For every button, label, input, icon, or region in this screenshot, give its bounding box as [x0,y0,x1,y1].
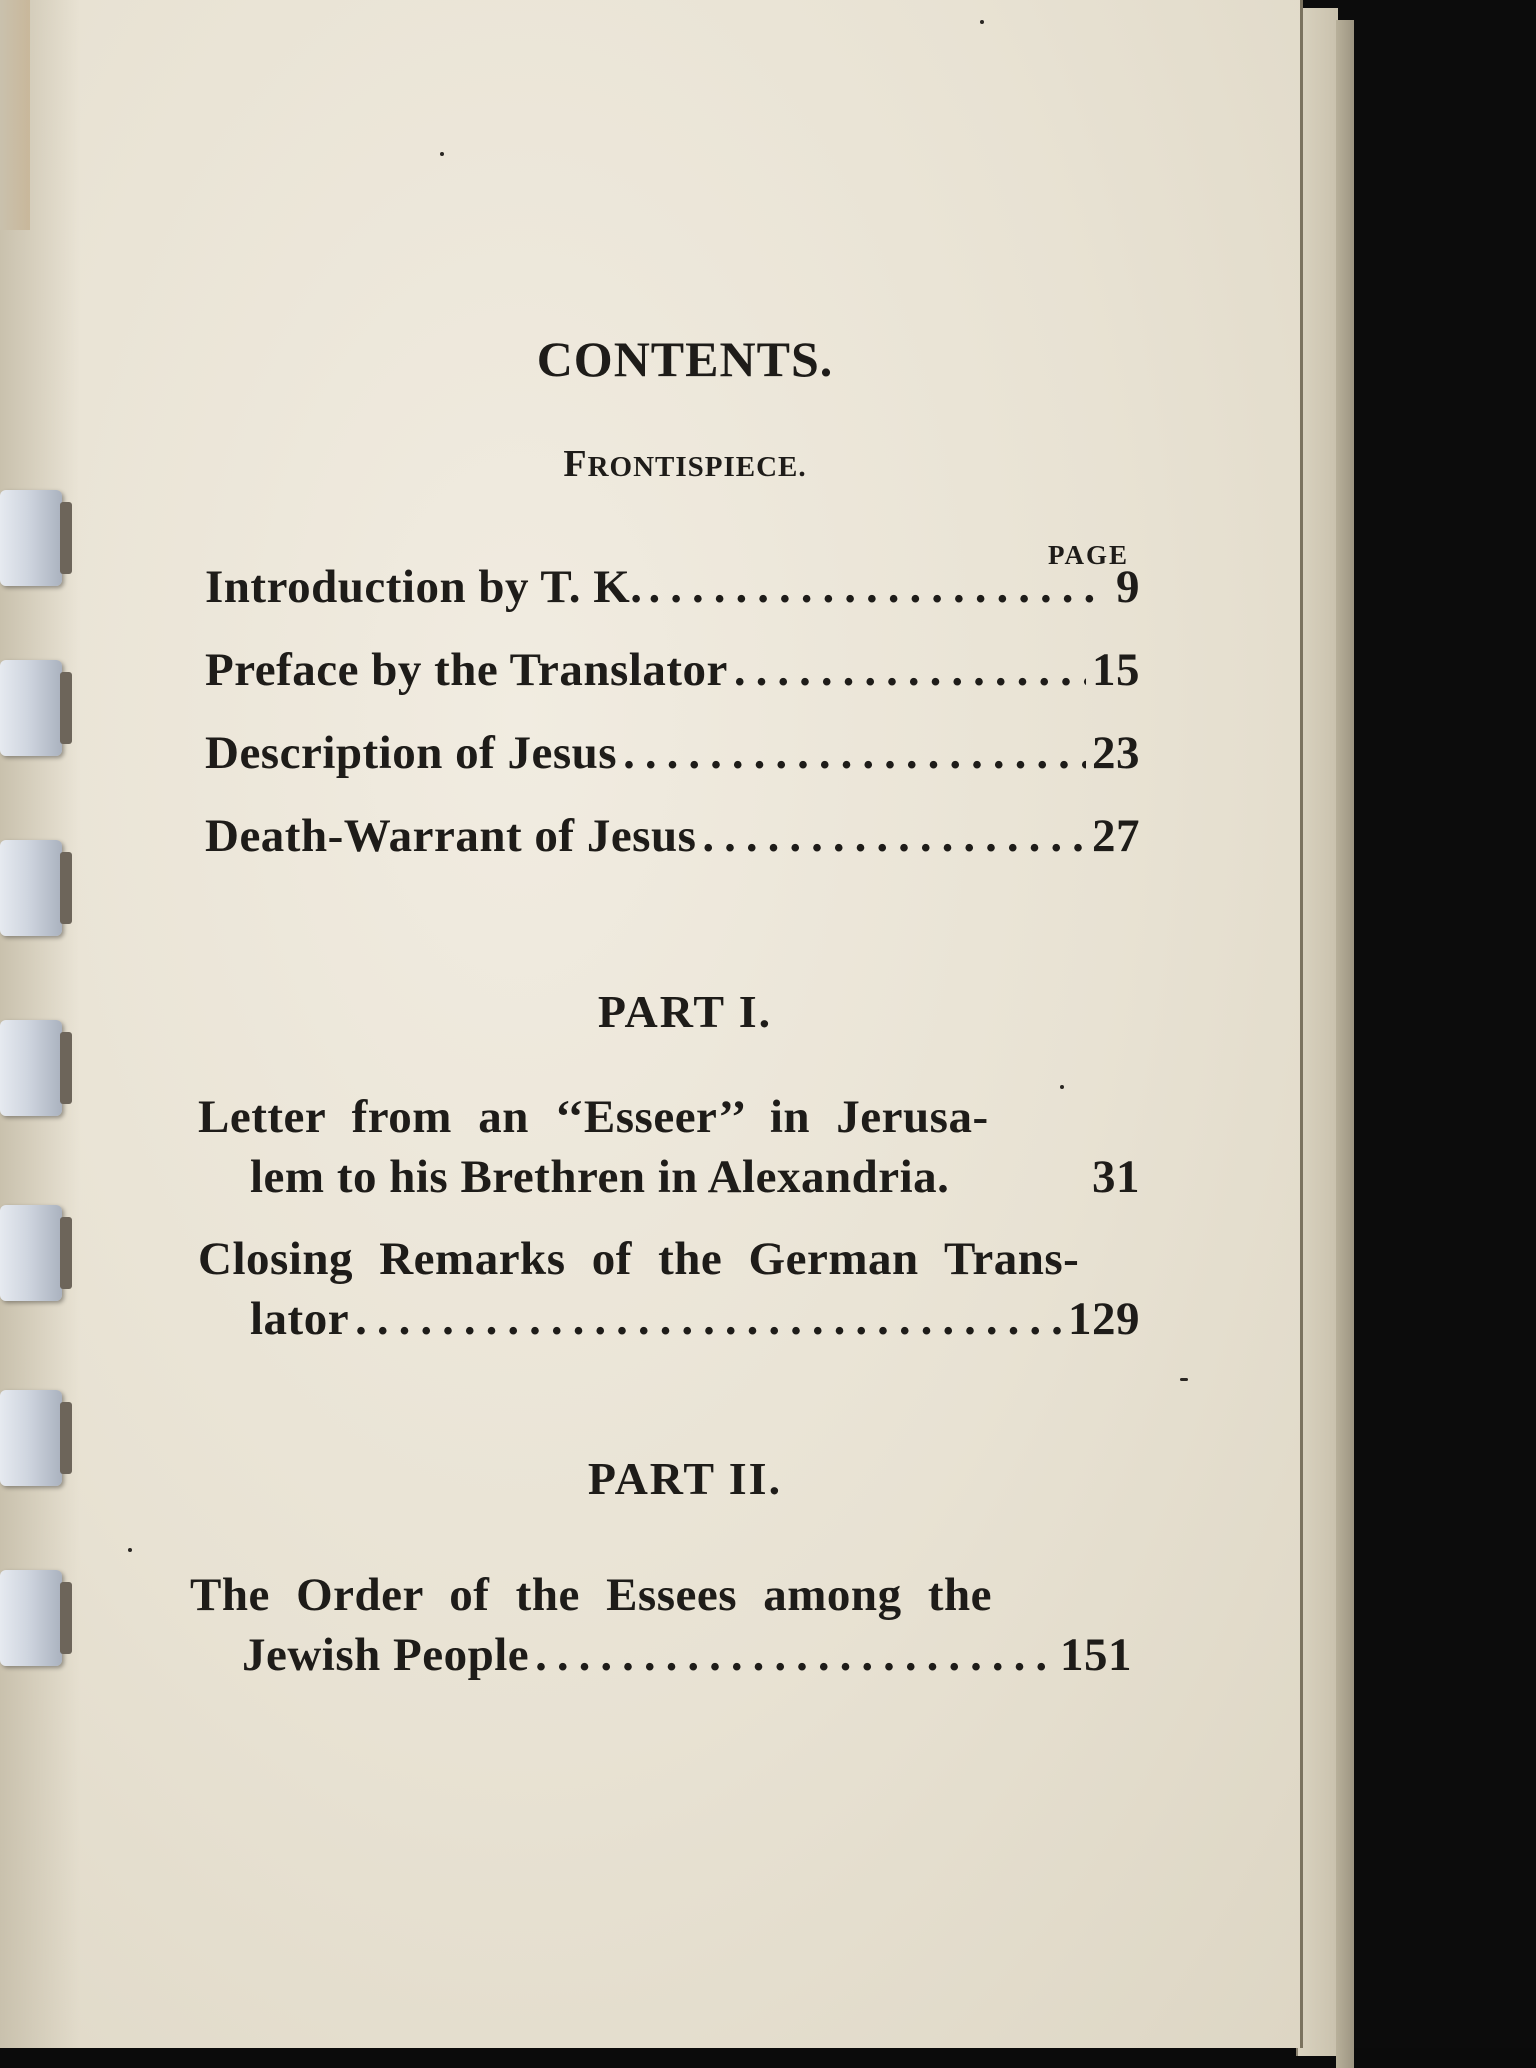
toc-entry [205,726,1140,780]
paper-speck [980,20,984,24]
toc-entry-title: Introduction by T. K. [205,561,643,613]
toc-entry [198,1232,1140,1346]
frontispiece-initial: F [563,443,588,485]
paper-speck [1180,1378,1188,1381]
page-edge-sheet [1336,20,1354,2068]
toc-entry-page: 151 [1060,1629,1132,1681]
toc-entry-page: 27 [1092,810,1140,862]
toc-entry [205,809,1140,863]
toc-entry-title-line: Closing Remarks of the German Trans- [198,1233,1080,1285]
leader-dots [535,1628,1054,1682]
toc-entry [198,1090,1140,1204]
toc-entry [205,643,1140,697]
leader-dots [355,1292,1062,1346]
toc-entry-title-line: Jewish People [242,1629,530,1681]
paper-speck [1060,1085,1064,1089]
leader-dots [649,560,1094,614]
leader-dots [623,726,1086,780]
toc-entry-page: 15 [1092,644,1140,696]
toc-entry-page: 31 [1092,1151,1140,1203]
toc-entry-second-line [190,1628,1132,1682]
toc-entry-second-line [198,1150,1140,1204]
toc-entry-title-line: lator [250,1293,350,1345]
part-heading: PART II. [587,1453,783,1504]
contents-title: CONTENTS. [536,331,834,387]
paper-speck [440,152,444,156]
toc-entry-second-line [198,1292,1140,1346]
leader-dots [734,643,1086,697]
toc-entry-title: Death-Warrant of Jesus [205,810,697,862]
toc-entry-title-line: The Order of the Essees among the [190,1569,992,1621]
toc-entry-title-line: lem to his Brethren in Alexandria. [250,1151,950,1203]
part-heading: PART I. [597,986,773,1037]
page-column-label: PAGE [1048,540,1129,570]
paper-speck [128,1548,132,1552]
frontispiece-label [0,442,1370,486]
frontispiece-rest: RONTISPIECE. [587,451,807,483]
toc-entry [190,1568,1132,1682]
toc-entry-page: 129 [1068,1293,1140,1345]
toc-entry-page: 23 [1092,727,1140,779]
leader-dots [702,809,1086,863]
toc-entry-title-line: Letter from an ‘‘Esseer’’ in Jerusa- [198,1091,989,1143]
toc-entry-title: Preface by the Translator [205,644,728,696]
toc-entry [205,560,1140,614]
toc-entry-page: 9 [1116,561,1140,613]
toc-entry-title: Description of Jesus [205,727,618,779]
